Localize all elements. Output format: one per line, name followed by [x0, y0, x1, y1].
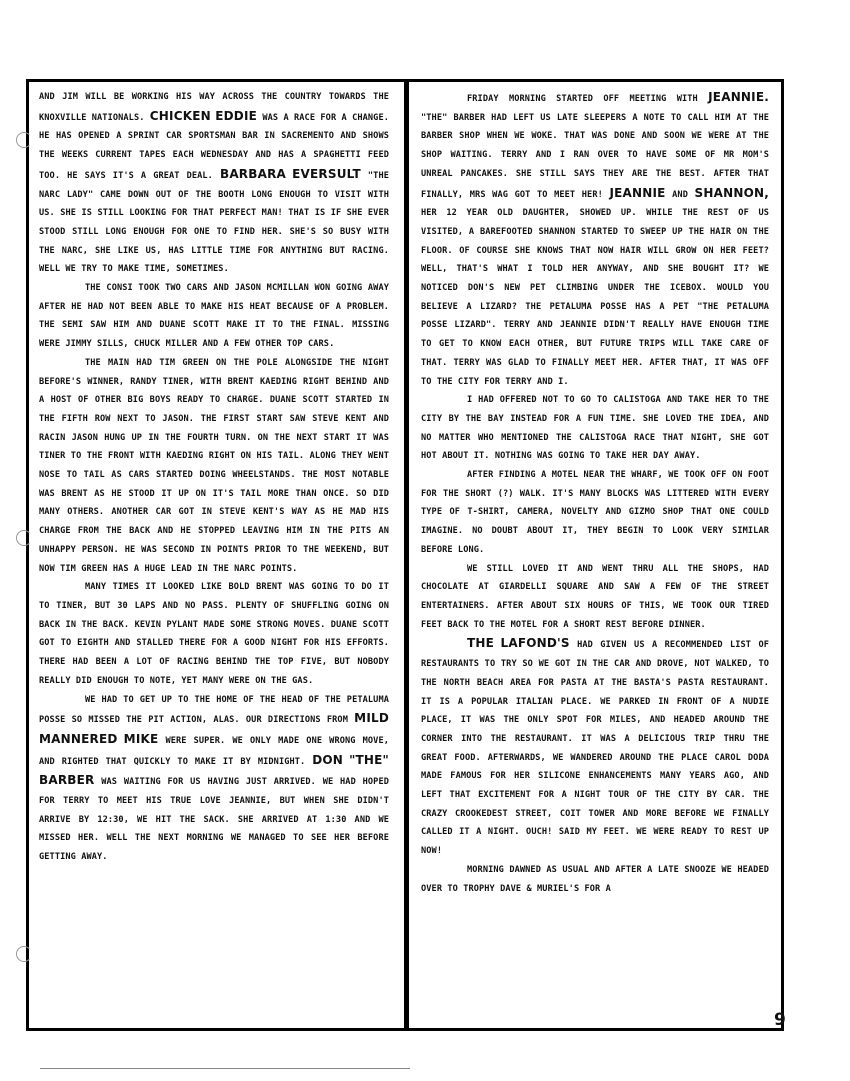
- column-divider: [404, 79, 409, 1031]
- paragraph: FRIDAY MORNING STARTED OFF MEETING WITH JEANNIE. "THE" BARBER HAD LEFT US LATE SLEEPERS A NOTE TO CALL HIM AT THE BARBER SHOP WHEN WE WOKE. THAT WAS DONE AND SOON WE WERE AT THE SHOP WAITING. TERRY AND I RAN OVER TO HAVE SOME OF MR MOM'S UNREAL PANCAKES. SHE STILL SAYS THEY ARE THE BEST. AFTER THAT FINALLY, MRS WAG GOT TO MEET HER! JEANNIE AND SHANNON, HER 12 YEAR OLD DAUGHTER, SHOWED UP. WHILE THE REST OF US VISITED, A BAREFOOTED SHANNON STARTED TO SWEEP UP THE HAIR ON THE FLOOR. OF COURSE SHE KNOWS THAT NOW HAIR WILL GROW ON HER FEET? WELL, THAT'S WHAT I TOLD HER ANYWAY, AND SHE BOUGHT IT? WE NOTICED DON'S NEW PET CLIMBING UNDER THE ICEBOX. WOULD YOU BELIEVE A LIZARD? THE PETALUMA POSSE HAS A PET "THE PETALUMA POSSE LIZARD". TERRY AND JEANNIE DIDN'T REALLY HAVE ENOUGH TIME TO GET TO KNOW EACH OTHER, BUT FUTURE TRIPS WILL TAKE CARE OF THAT. TERRY WAS GLAD TO FINALLY MEET HER. AFTER THAT, IT WAS OFF TO THE CITY FOR TERRY AND I.: [421, 90, 769, 387]
- name-the-lafonds: THE LAFOND'S: [467, 636, 570, 651]
- paragraph: WE STILL LOVED IT AND WENT THRU ALL THE SHOPS, HAD CHOCOLATE AT GIARDELLI SQUARE AND SAW A FEW OF THE STREET ENTERTAINERS. AFTER ABOUT SIX HOURS OF THIS, WE TOOK OUR TIRED FEET BACK TO THE MOTEL FOR A SHORT REST BEFORE DINNER.: [421, 563, 769, 630]
- paragraph: AFTER FINDING A MOTEL NEAR THE WHARF, WE TOOK OFF ON FOOT FOR THE SHORT (?) WALK. IT'S MANY BLOCKS WAS LITTERED WITH EVERY TYPE OF T-SHIRT, CAMERA, NOVELTY AND GIZMO SHOP THAT ONE COULD IMAGINE. NO DOUBT ABOUT IT, THEY BEGIN TO LOOK VERY SIMILAR BEFORE LONG.: [421, 470, 769, 555]
- paragraph: WE HAD TO GET UP TO THE HOME OF THE HEAD OF THE PETALUMA POSSE SO MISSED THE PIT ACTION, ALAS. OUR DIRECTIONS FROM MILD MANNERED MIKE WERE SUPER. WE ONLY MADE ONE WRONG MOVE, AND RIGHTED THAT QUICKLY TO MAKE IT BY MIDNIGHT. DON "THE" BARBER WAS WAITING FOR US HAVING JUST ARRIVED. WE HAD HOPED FOR TERRY TO MEET HIS TRUE LOVE JEANNIE, BUT WHEN SHE DIDN'T ARRIVE BY 12:30, WE HIT THE SACK. SHE ARRIVED AT 1:30 AND WE MISSED HER. WELL THE NEXT MORNING WE MANAGED TO SEE HER BEFORE GETTING AWAY.: [39, 694, 389, 863]
- name-chicken-eddie: CHICKEN EDDIE: [149, 108, 258, 123]
- paragraph: MORNING DAWNED AS USUAL AND AFTER A LATE SNOOZE WE HEADED OVER TO TROPHY DAVE & MURIEL'S FOR A: [421, 864, 769, 894]
- name-barbara-eversult: BARBARA EVERSULT: [219, 166, 361, 181]
- paragraph: AND JIM WILL BE WORKING HIS WAY ACROSS THE COUNTRY TOWARDS THE KNOXVILLE NATIONALS. CHICKEN EDDIE WAS A RACE FOR A CHANGE. HE HAS OPENED A SPRINT CAR SPORTSMAN BAR IN SACREMENTO AND SHOWS THE WEEKS CURRENT TAPES EACH WEDNESDAY AND HAS A SPAGHETTI FEED TOO. HE SAYS IT'S A GREAT DEAL. BARBARA EVERSULT "THE NARC LADY" CAME DOWN OUT OF THE BOOTH LONG ENOUGH TO VISIT WITH US. SHE IS STILL LOOKING FOR THAT PERFECT MAN! THAT IS IF SHE EVER STOOD STILL LONG ENOUGH FOR ONE TO FIND HER. SHE'S SO BUSY WITH THE NARC, SHE LIKE US, HAS LITTLE TIME FOR ANYTHING BUT RACING. WELL WE TRY TO MAKE TIME, SOMETIMES.: [39, 92, 389, 275]
- hole-punch-mark: [16, 132, 32, 148]
- name-don-the-barber: DON "THE" BARBER: [39, 752, 389, 788]
- hole-punch-mark: [16, 946, 32, 962]
- name-jeannie: JEANNIE: [609, 185, 666, 200]
- left-column: [39, 88, 389, 1023]
- paragraph: I HAD OFFERED NOT TO GO TO CALISTOGA AND TAKE HER TO THE CITY BY THE BAY INSTEAD FOR A FUN TIME. SHE LOVED THE IDEA, AND NO MATTER WHO MENTIONED THE CALISTOGA RACE THAT NIGHT, SHE GOT HOT ABOUT IT. NOTHING WAS GOING TO TAKE HER DAY AWAY.: [421, 395, 769, 462]
- paragraph: THE LAFOND'S HAD GIVEN US A RECOMMENDED LIST OF RESTAURANTS TO TRY SO WE GOT IN THE CAR AND DROVE, NOT WALKED, TO THE NORTH BEACH AREA FOR PASTA AT THE BASTA'S PASTA RESTAURANT. IT IS A POPULAR ITALIAN PLACE. WE PARKED IN FRONT OF A NUDIE PLACE, IT WAS THE ONLY SPOT FOR MILES, AND HEADED AROUND THE CORNER INTO THE RESTAURANT. IT WAS A DELICIOUS TRIP THRU THE GREAT FOOD. AFTERWARDS, WE WANDERED AROUND THE PLACE CAROL DODA MADE FAMOUS FOR HER SILICONE ENHANCEMENTS MANY YEARS AGO, AND LEFT THAT EXCITEMENT FOR A NIGHT TOUR OF THE CITY BY CAR. THE CRAZY CROOKEDEST STREET, COIT TOWER AND MORE BEFORE WE FINALLY CALLED IT A NIGHT. OUCH! SAID MY FEET. WE WERE READY TO REST UP NOW!: [421, 636, 769, 857]
- page-number: 9: [774, 1010, 786, 1030]
- name-mild-mannered-mike: MILD MANNERED MIKE: [39, 711, 389, 746]
- name-shannon: SHANNON,: [694, 185, 769, 200]
- paragraph: THE MAIN HAD TIM GREEN ON THE POLE ALONGSIDE THE NIGHT BEFORE'S WINNER, RANDY TINER, WITH BRENT KAEDING RIGHT BEHIND AND A HOST OF OTHER BIG BOYS READY TO CHARGE. DUANE SCOTT STARTED IN THE FIFTH ROW NEXT TO JASON. THE FIRST START SAW STEVE KENT AND RACIN JASON HUNG UP IN THE FOURTH TURN. ON THE NEXT START IT WAS TINER TO THE FRONT WITH KAEDING RIGHT ON HIS TAIL. ALONG THEY WENT NOSE TO TAIL AS CARS STARTED DOING WHEELSTANDS. THE MOST NOTABLE WAS BRENT AS HE STOOD IT UP ON IT'S TAIL MORE THAN ONCE. SO DID MANY OTHERS. ANOTHER CAR GOT IN STEVE KENT'S WAY AS HE MAD HIS CHARGE FROM THE BACK AND HE STOPPED LEAVING HIM IN THE PITS AN UNHAPPY PERSON. HE WAS SECOND IN POINTS PRIOR TO THE WEEKEND, BUT NOW TIM GREEN HAS A HUGE LEAD IN THE NARC POINTS.: [39, 357, 389, 574]
- paragraph: THE CONSI TOOK TWO CARS AND JASON MCMILLAN WON GOING AWAY AFTER HE HAD NOT BEEN ABLE TO MAKE HIS HEAT BECAUSE OF A PROBLEM. THE SEMI SAW HIM AND DUANE SCOTT MAKE IT TO THE FINAL. MISSING WERE JIMMY SILLS, CHUCK MILLER AND A FEW OTHER TOP CARS.: [39, 283, 389, 350]
- paragraph: MANY TIMES IT LOOKED LIKE BOLD BRENT WAS GOING TO DO IT TO TINER, BUT 30 LAPS AND NO PASS. PLENTY OF SHUFFLING GOING ON BACK IN THE BACK. KEVIN PYLANT MADE SOME STRONG MOVES. DUANE SCOTT GOT TO EIGHTH AND STALLED THERE FOR A GOOD NIGHT FOR HIS EFFORTS. THERE HAD BEEN A LOT OF RACING BEHIND THE TOP FIVE, BUT NOBODY REALLY DID ENOUGH TO NOTE, YET MANY WERE ON THE GAS.: [39, 582, 389, 686]
- name-jeannie: JEANNIE.: [708, 90, 769, 104]
- hole-punch-mark: [16, 530, 32, 546]
- right-column: [421, 88, 769, 1023]
- scan-edge-line: [40, 1068, 410, 1069]
